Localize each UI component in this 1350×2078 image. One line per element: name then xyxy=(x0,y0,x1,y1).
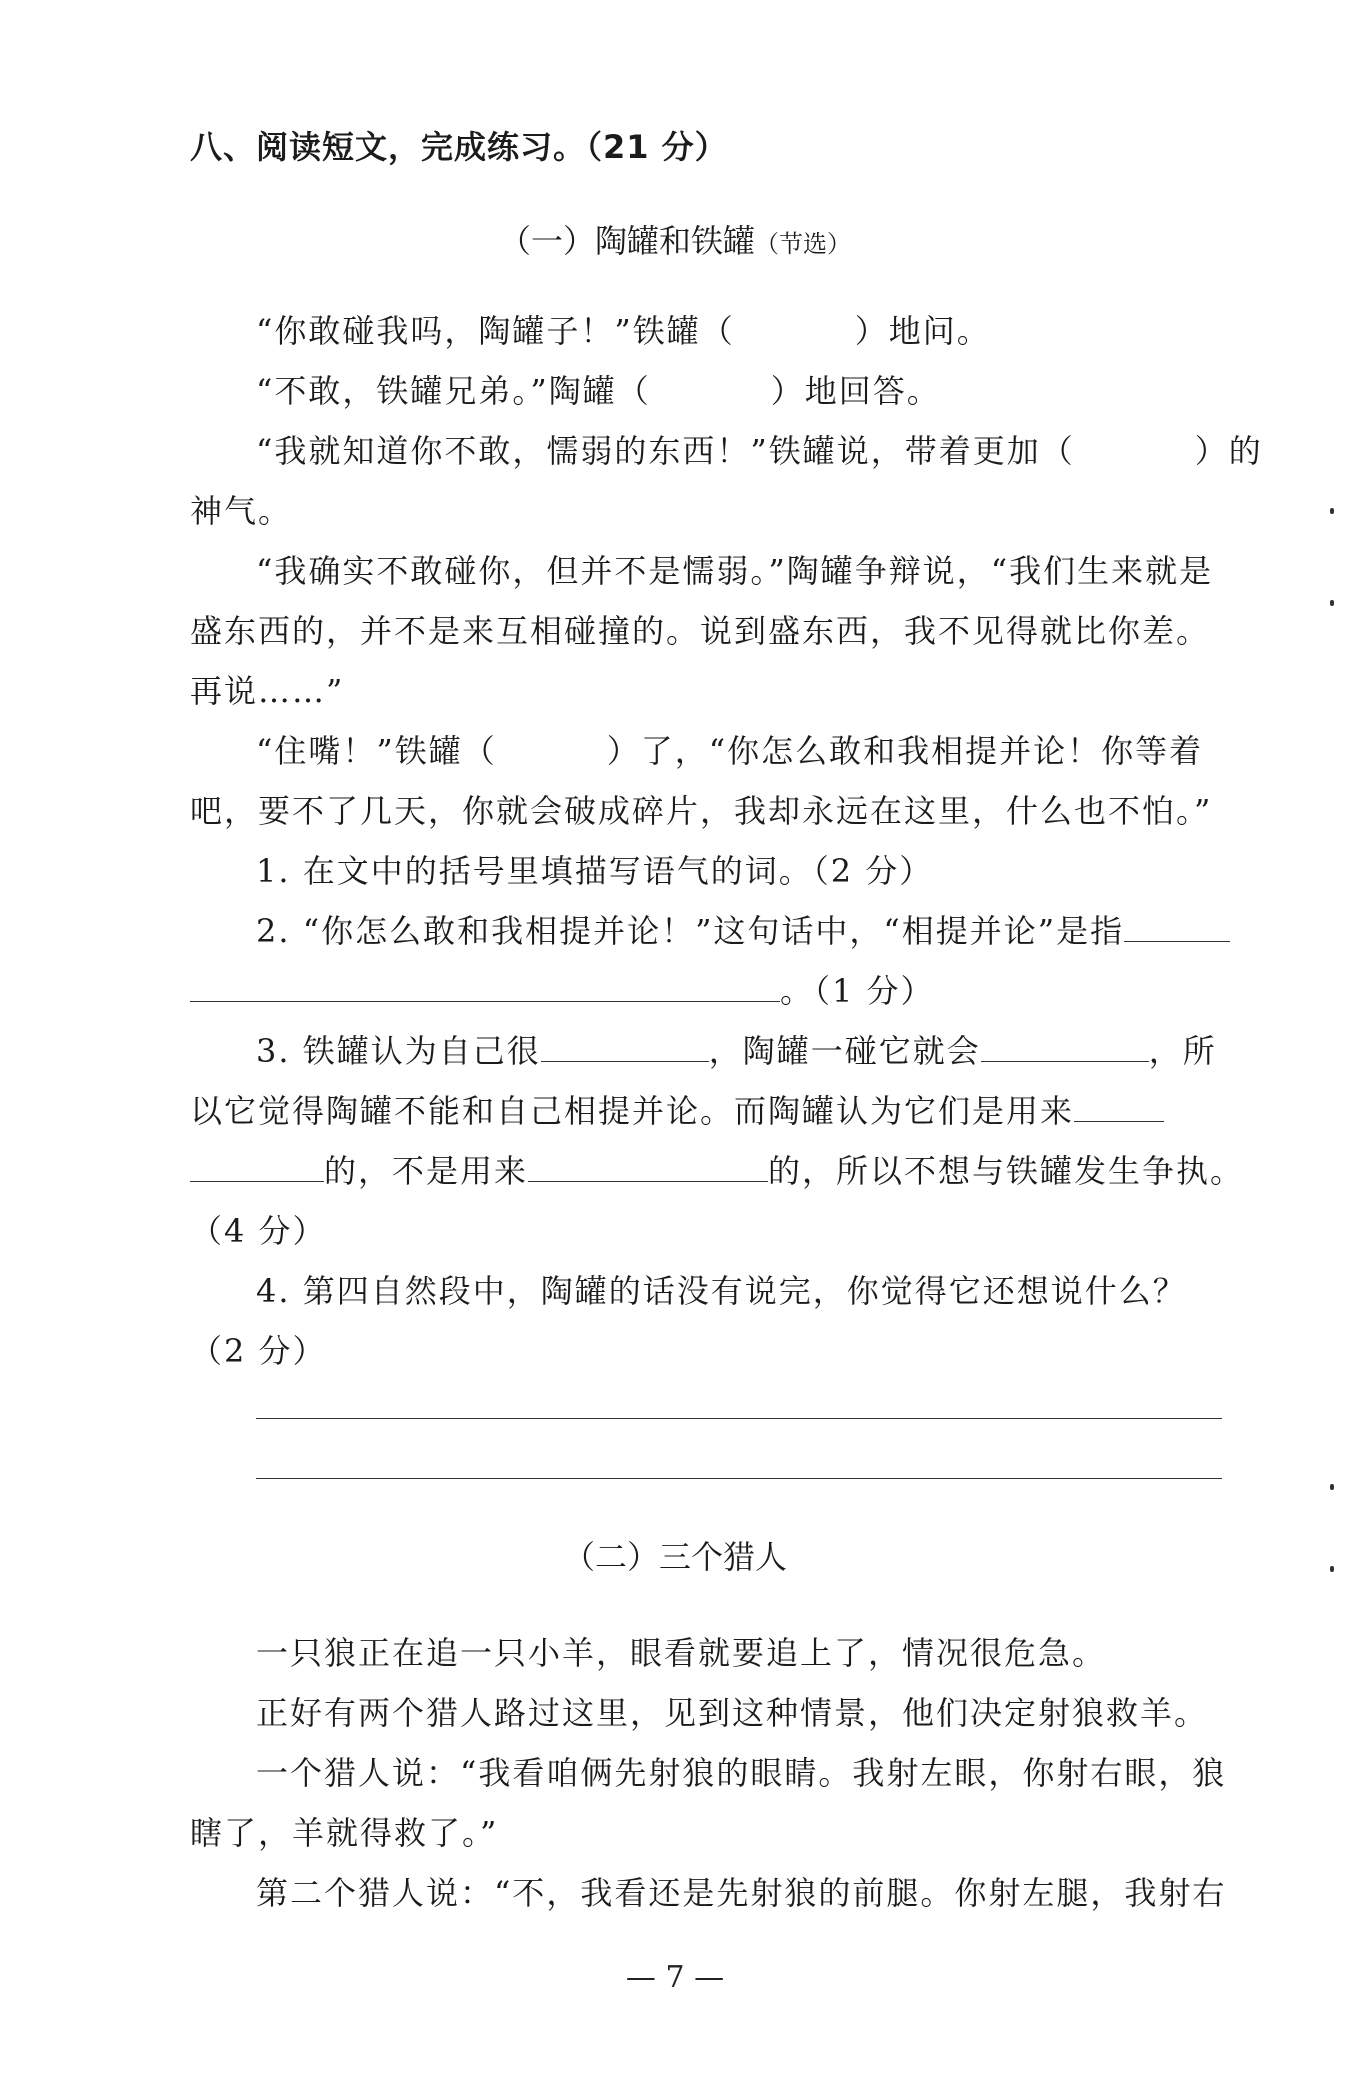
paragraph-5-text-a: “住嘴！”铁罐（ xyxy=(256,732,497,770)
paragraph-1 xyxy=(256,306,991,352)
question-3-text-a: 3. 铁罐认为自己很 xyxy=(256,1032,541,1070)
passage-1-title xyxy=(0,216,1350,262)
question-1: 1. 在文中的括号里填描写语气的词。（2 分） xyxy=(256,852,934,890)
answer-line-q3-e[interactable] xyxy=(528,1155,768,1182)
answer-line-q4-2[interactable] xyxy=(256,1478,1222,1479)
answer-line-q3-c[interactable] xyxy=(1074,1095,1164,1122)
passage-1-title-note: （节选） xyxy=(755,230,851,258)
question-3-points: （4 分） xyxy=(190,1212,327,1250)
question-2-line-1 xyxy=(256,906,1230,952)
answer-line-q2-b[interactable] xyxy=(190,975,780,1002)
question-3-line-1 xyxy=(256,1026,1217,1072)
passage-2-line-3: 一个猎人说：“我看咱俩先射狼的眼睛。我射左眼，你射右眼，狼 xyxy=(256,1754,1227,1792)
question-3-text-f: 的，所以不想与铁罐发生争执。 xyxy=(768,1152,1245,1190)
section-heading: 八、阅读短文，完成练习。（21 分） xyxy=(190,128,728,166)
passage-2-line-2: 正好有两个猎人路过这里，见到这种情景，他们决定射狼救羊。 xyxy=(256,1694,1209,1732)
paragraph-4-line-2: 盛东西的，并不是来互相碰撞的。说到盛东西，我不见得就比你差。 xyxy=(190,612,1211,650)
paragraph-2 xyxy=(256,366,941,412)
paragraph-5-text-b: ）了，“你怎么敢和我相提并论！你等着 xyxy=(606,732,1204,770)
paragraph-4-line-1: “我确实不敢碰你，但并不是懦弱。”陶罐争辩说，“我们生来就是 xyxy=(256,552,1214,590)
paragraph-3-text-b: ）的 xyxy=(1194,432,1263,470)
paragraph-3-text-a: “我就知道你不敢，懦弱的东西！”铁罐说，带着更加（ xyxy=(256,432,1075,470)
question-2-line-2 xyxy=(190,966,935,1012)
answer-line-q3-d[interactable] xyxy=(190,1155,324,1182)
paragraph-2-text-a: “不敢，铁罐兄弟。”陶罐（ xyxy=(256,372,651,410)
passage-2-line-5: 第二个猎人说：“不，我看还是先射狼的前腿。你射左腿，我射右 xyxy=(256,1874,1227,1912)
question-3-text-b: ，陶罐一碰它就会 xyxy=(708,1032,981,1070)
answer-line-q3-b[interactable] xyxy=(981,1035,1149,1062)
question-4-line-1: 4. 第四自然段中，陶罐的话没有说完，你觉得它还想说什么？ xyxy=(256,1272,1187,1310)
answer-line-q3-a[interactable] xyxy=(541,1035,709,1062)
passage-2-line-1: 一只狼正在追一只小羊，眼看就要追上了，情况很危急。 xyxy=(256,1634,1107,1672)
paragraph-3-line-2: 神气。 xyxy=(190,492,293,530)
question-4-points: （2 分） xyxy=(190,1332,327,1370)
passage-2-title: （二）三个猎人 xyxy=(562,1538,787,1576)
question-3-line-2 xyxy=(190,1086,1164,1132)
scan-speck xyxy=(1330,600,1334,606)
paragraph-1-text-a: “你敢碰我吗，陶罐子！”铁罐（ xyxy=(256,312,735,350)
paragraph-2-text-b: ）地回答。 xyxy=(770,372,941,410)
paragraph-5-line-2: 吧，要不了几天，你就会破成碎片，我却永远在这里，什么也不怕。” xyxy=(190,792,1213,830)
scan-speck xyxy=(1330,508,1334,514)
paragraph-1-text-b: ）地问。 xyxy=(854,312,991,350)
paragraph-4-line-3: 再说……” xyxy=(190,672,345,710)
page-number: — 7 — xyxy=(625,1960,725,1995)
answer-line-q2-a[interactable] xyxy=(1124,915,1230,942)
passage-2-line-4: 瞎了，羊就得救了。” xyxy=(190,1814,499,1852)
answer-line-q4-1[interactable] xyxy=(256,1418,1222,1419)
question-3-text-d: 以它觉得陶罐不能和自己相提并论。而陶罐认为它们是用来 xyxy=(190,1092,1075,1130)
passage-1-title-text: （一）陶罐和铁罐 xyxy=(498,222,755,260)
paragraph-3-line-1 xyxy=(256,426,1263,472)
question-3-text-e: 的，不是用来 xyxy=(324,1152,529,1190)
question-3-line-3 xyxy=(190,1146,1244,1192)
scan-speck xyxy=(1330,1566,1334,1572)
question-2-points: 。（1 分） xyxy=(780,972,935,1010)
question-2-text: 2. “你怎么敢和我相提并论！”这句话中，“相提并论”是指 xyxy=(256,912,1125,950)
question-3-text-c: ，所 xyxy=(1148,1032,1217,1070)
paragraph-5-line-1 xyxy=(256,726,1203,772)
scan-speck xyxy=(1330,1484,1334,1490)
